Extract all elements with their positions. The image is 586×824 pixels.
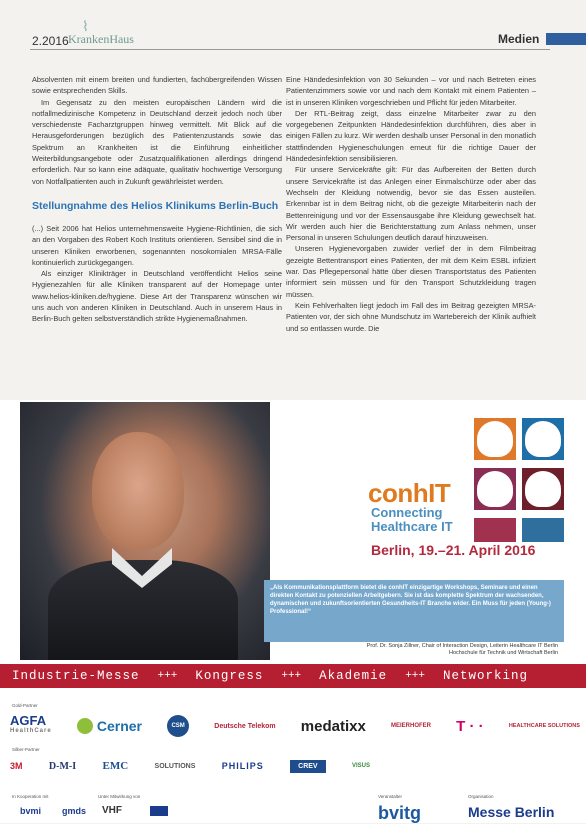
visus-logo: VISUS xyxy=(351,763,370,769)
gold-sponsor-logos xyxy=(10,712,580,740)
face-tile-icon xyxy=(474,518,516,542)
ribbon-separator: +++ xyxy=(157,670,178,682)
silver-sponsor-logos xyxy=(10,756,370,776)
csm-logo: CSM xyxy=(167,715,189,737)
paragraph: Als einziger Klinikträger in Deutschland veröffentlicht Helios seine Hygienezahlen für alle Kliniken transparent auf der Homepage unter www.helios-kliniken.de/hygiene. Diese Art der Transparenz wünschen wir uns auch von anderen Kliniken in Deutschland. Auch in unserem Haus in Berlin-Buch gelten selbstverständlich strikte Hygienemaßnahmen. xyxy=(32,269,282,324)
healthcare-solutions-logo: HEALTHCARE SOLUTIONS xyxy=(508,722,580,729)
partner-mark-icon xyxy=(150,806,168,816)
vhf-logo: VHF xyxy=(102,805,122,816)
ribbon-item: Akademie xyxy=(319,669,388,683)
support-label: Unter Mitwirkung von xyxy=(98,794,141,799)
3m-logo: 3M xyxy=(10,761,23,771)
portrait-suit xyxy=(48,560,238,660)
ribbon-separator: +++ xyxy=(405,670,425,682)
medatixx-logo: medatixx xyxy=(300,717,366,735)
paragraph: Absolventen mit einem breiten und fundierten, fachübergreifenden Wissen sowie entsprechenden Skills. xyxy=(32,75,282,96)
ribbon-separator: +++ xyxy=(281,670,302,682)
ribbon-item: Industrie-Messe xyxy=(12,669,140,683)
header-rule xyxy=(30,49,550,50)
crev-logo: CREV xyxy=(290,760,325,773)
messe-berlin-logo: Messe Berlin xyxy=(468,804,555,820)
bottom-logos xyxy=(10,800,580,823)
tagline-line: Healthcare IT xyxy=(371,519,453,534)
section-color-bar xyxy=(546,33,586,45)
cerner-mark-icon xyxy=(77,718,93,734)
source-line: Hochschule für Technik und Wirtschaft Berlin xyxy=(448,650,558,656)
source-line: Prof. Dr. Sonja Zillner, Chair of Interaction Design, Leiterin Healthcare IT Berlin xyxy=(366,643,558,649)
solutions-logo: SOLUTIONS xyxy=(154,762,196,770)
event-date: Berlin, 19.–21. April 2016 xyxy=(371,542,536,558)
article-subheading: Stellungnahme des Helios Klinikums Berlin-Buch xyxy=(32,199,279,212)
face-tile-icon xyxy=(474,468,516,510)
testimonial-quote: „Als Kommunikationsplattform bietet die conhIT einzigartige Workshops, Seminare und einen direkten Kontakt zu potenziellen Arbeitgebern. Sie ist das komplette Spektrum der wachsenden, dynamischen und zukunftsorientierten Gesundheits-IT Branche wider. Ein Muss für jeden (Young-) Professional!“ xyxy=(270,585,551,615)
philips-logo: PHILIPS xyxy=(221,761,264,771)
cerner-logo: Cerner xyxy=(77,718,142,734)
bvitg-logo: bvitg xyxy=(378,803,421,823)
conhit-brand: conhIT xyxy=(368,478,451,508)
event-ribbon xyxy=(0,664,586,688)
dmi-logo: D-M-I xyxy=(48,760,77,772)
magazine-logo xyxy=(68,18,138,48)
cooperation-label: In Kooperation mit xyxy=(12,794,49,799)
testimonial-source xyxy=(264,643,564,657)
face-tile-icon xyxy=(522,468,564,510)
organizer-label: Veranstalter xyxy=(378,794,403,799)
paragraph: Für unsere Servicekräfte gilt: Für das Aufbereiten der Betten durch unsere Servicekräfte ist das Anlegen einer Einmalschürze oder aber das Wechseln der Kleidung notwendig, bevor sie das Essen austeilen. Erkennbar ist in dem Beitrag nicht, ob die gezeigte Mitarbeiterin nach der Bettenreinigung und vor der Essensausgabe ihre Kleidung gewechselt hat. Wir werden auch hier die Berichterstattung zum Anlass nehmen, unser Personal in unseren Schulungen deutlich darauf hinzuweisen. xyxy=(286,165,536,243)
telekom-logo: T · · xyxy=(456,717,484,735)
agfa-logo: AGFA HealthCare xyxy=(10,713,52,734)
bvmi-logo: bvmi xyxy=(20,806,42,816)
meierhofer-logo: MEIERHOFER xyxy=(391,723,432,729)
silver-partner-label: Silber-Partner xyxy=(12,747,40,752)
paragraph: Eine Händedesinfektion von 30 Sekunden – vor und nach Betreten eines Patientenzimmers sowie vor und nach dem Kontakt mit einem Patienten – ist in unseren Kliniken vorgeschrieben und Pflicht für jeden Mitarbeiter. xyxy=(286,75,536,107)
article-column-left xyxy=(32,74,282,325)
telekom-partner-logo: Deutsche Telekom xyxy=(214,722,276,730)
host-label: Organisation xyxy=(468,794,494,799)
ribbon-item: Kongress xyxy=(195,669,264,683)
section-title: Medien xyxy=(498,32,540,46)
logo-glyph-icon: ⌇ xyxy=(82,18,89,34)
emc-logo: EMC xyxy=(102,760,129,772)
ribbon-item: Networking xyxy=(443,669,529,683)
article-column-right xyxy=(286,74,536,334)
conhit-face-tiles xyxy=(474,418,570,544)
conhit-tagline xyxy=(371,506,453,534)
portrait-face xyxy=(92,432,184,550)
page-header xyxy=(0,0,586,60)
tagline-line: Connecting xyxy=(371,505,443,520)
paragraph: Kein Fehlverhalten liegt jedoch im Fall des im Beitrag gezeigten MRSA-Patienten vor, der sich ohne Mundschutz im Wartebereich der Klinik aufhielt und so entlassen wurde. Die xyxy=(286,300,536,333)
gmds-logo: gmds xyxy=(62,806,87,816)
face-tile-icon xyxy=(522,518,564,542)
logo-text: KrankenHaus xyxy=(68,32,134,46)
paragraph: (...) Seit 2006 hat Helios unternehmensweite Hygiene-Richtlinien, die sich an den Vorgaben des Robert Koch Instituts orientieren. Sensibel sind die in unseren Kliniken erworbenen, sogenannten nosokomialen MRSA-Fälle kontinuierlich zurückgegangen. xyxy=(32,223,282,267)
face-tile-icon xyxy=(522,418,564,460)
face-tile-icon xyxy=(474,418,516,460)
paragraph: Im Gegensatz zu den meisten europäischen Ländern wird die notfallmedizinische Kompetenz in Deutschland derzeit jedoch noch über verschiedenste Facharztgruppen hinweg vermittelt. Mit Blick auf die Herausgeforderungen bezüglich des Patientenzustands sowie das Spektrum an Krankheiten ist die Einführung einheitlicher Weiterbildungsangebote oder Zusatzqualifikationen allerdings dringend erforderlich. Nur so kann eine adäquate, qualitativ hochwertige Versorgung von Notfallpatienten auch in Zukunft gewährleistet werden. xyxy=(32,97,282,186)
gold-partner-label: Gold-Partner xyxy=(12,703,38,708)
paragraph: Unseren Hygienevorgaben zuwider verlief der in dem Filmbeitrag gezeigte Bettentransport eines Patienten, der mit dem Keim ESBL infiziert war. Das Pflegepersonal hätte über diesen Transportstatus des Patienten informiert sein müssen und für den Transport Schutzkleidung tragen müssen. xyxy=(286,244,536,299)
testimonial-box xyxy=(264,580,564,642)
paragraph: Der RTL-Beitrag zeigt, dass einzelne Mitarbeiter zwar zu den vorgegebenen Zeitpunkten Händedesinfektion durchführen, dies aber in einigen Fällen zu kurz. Wir werden deshalb unser Personal in den monatlich stattfindenden Hygieneschulungen erneut für die richtige Dauer der Händedesinfektion sensibilisieren. xyxy=(286,108,536,164)
issue-number: 2.2016 xyxy=(32,34,69,48)
